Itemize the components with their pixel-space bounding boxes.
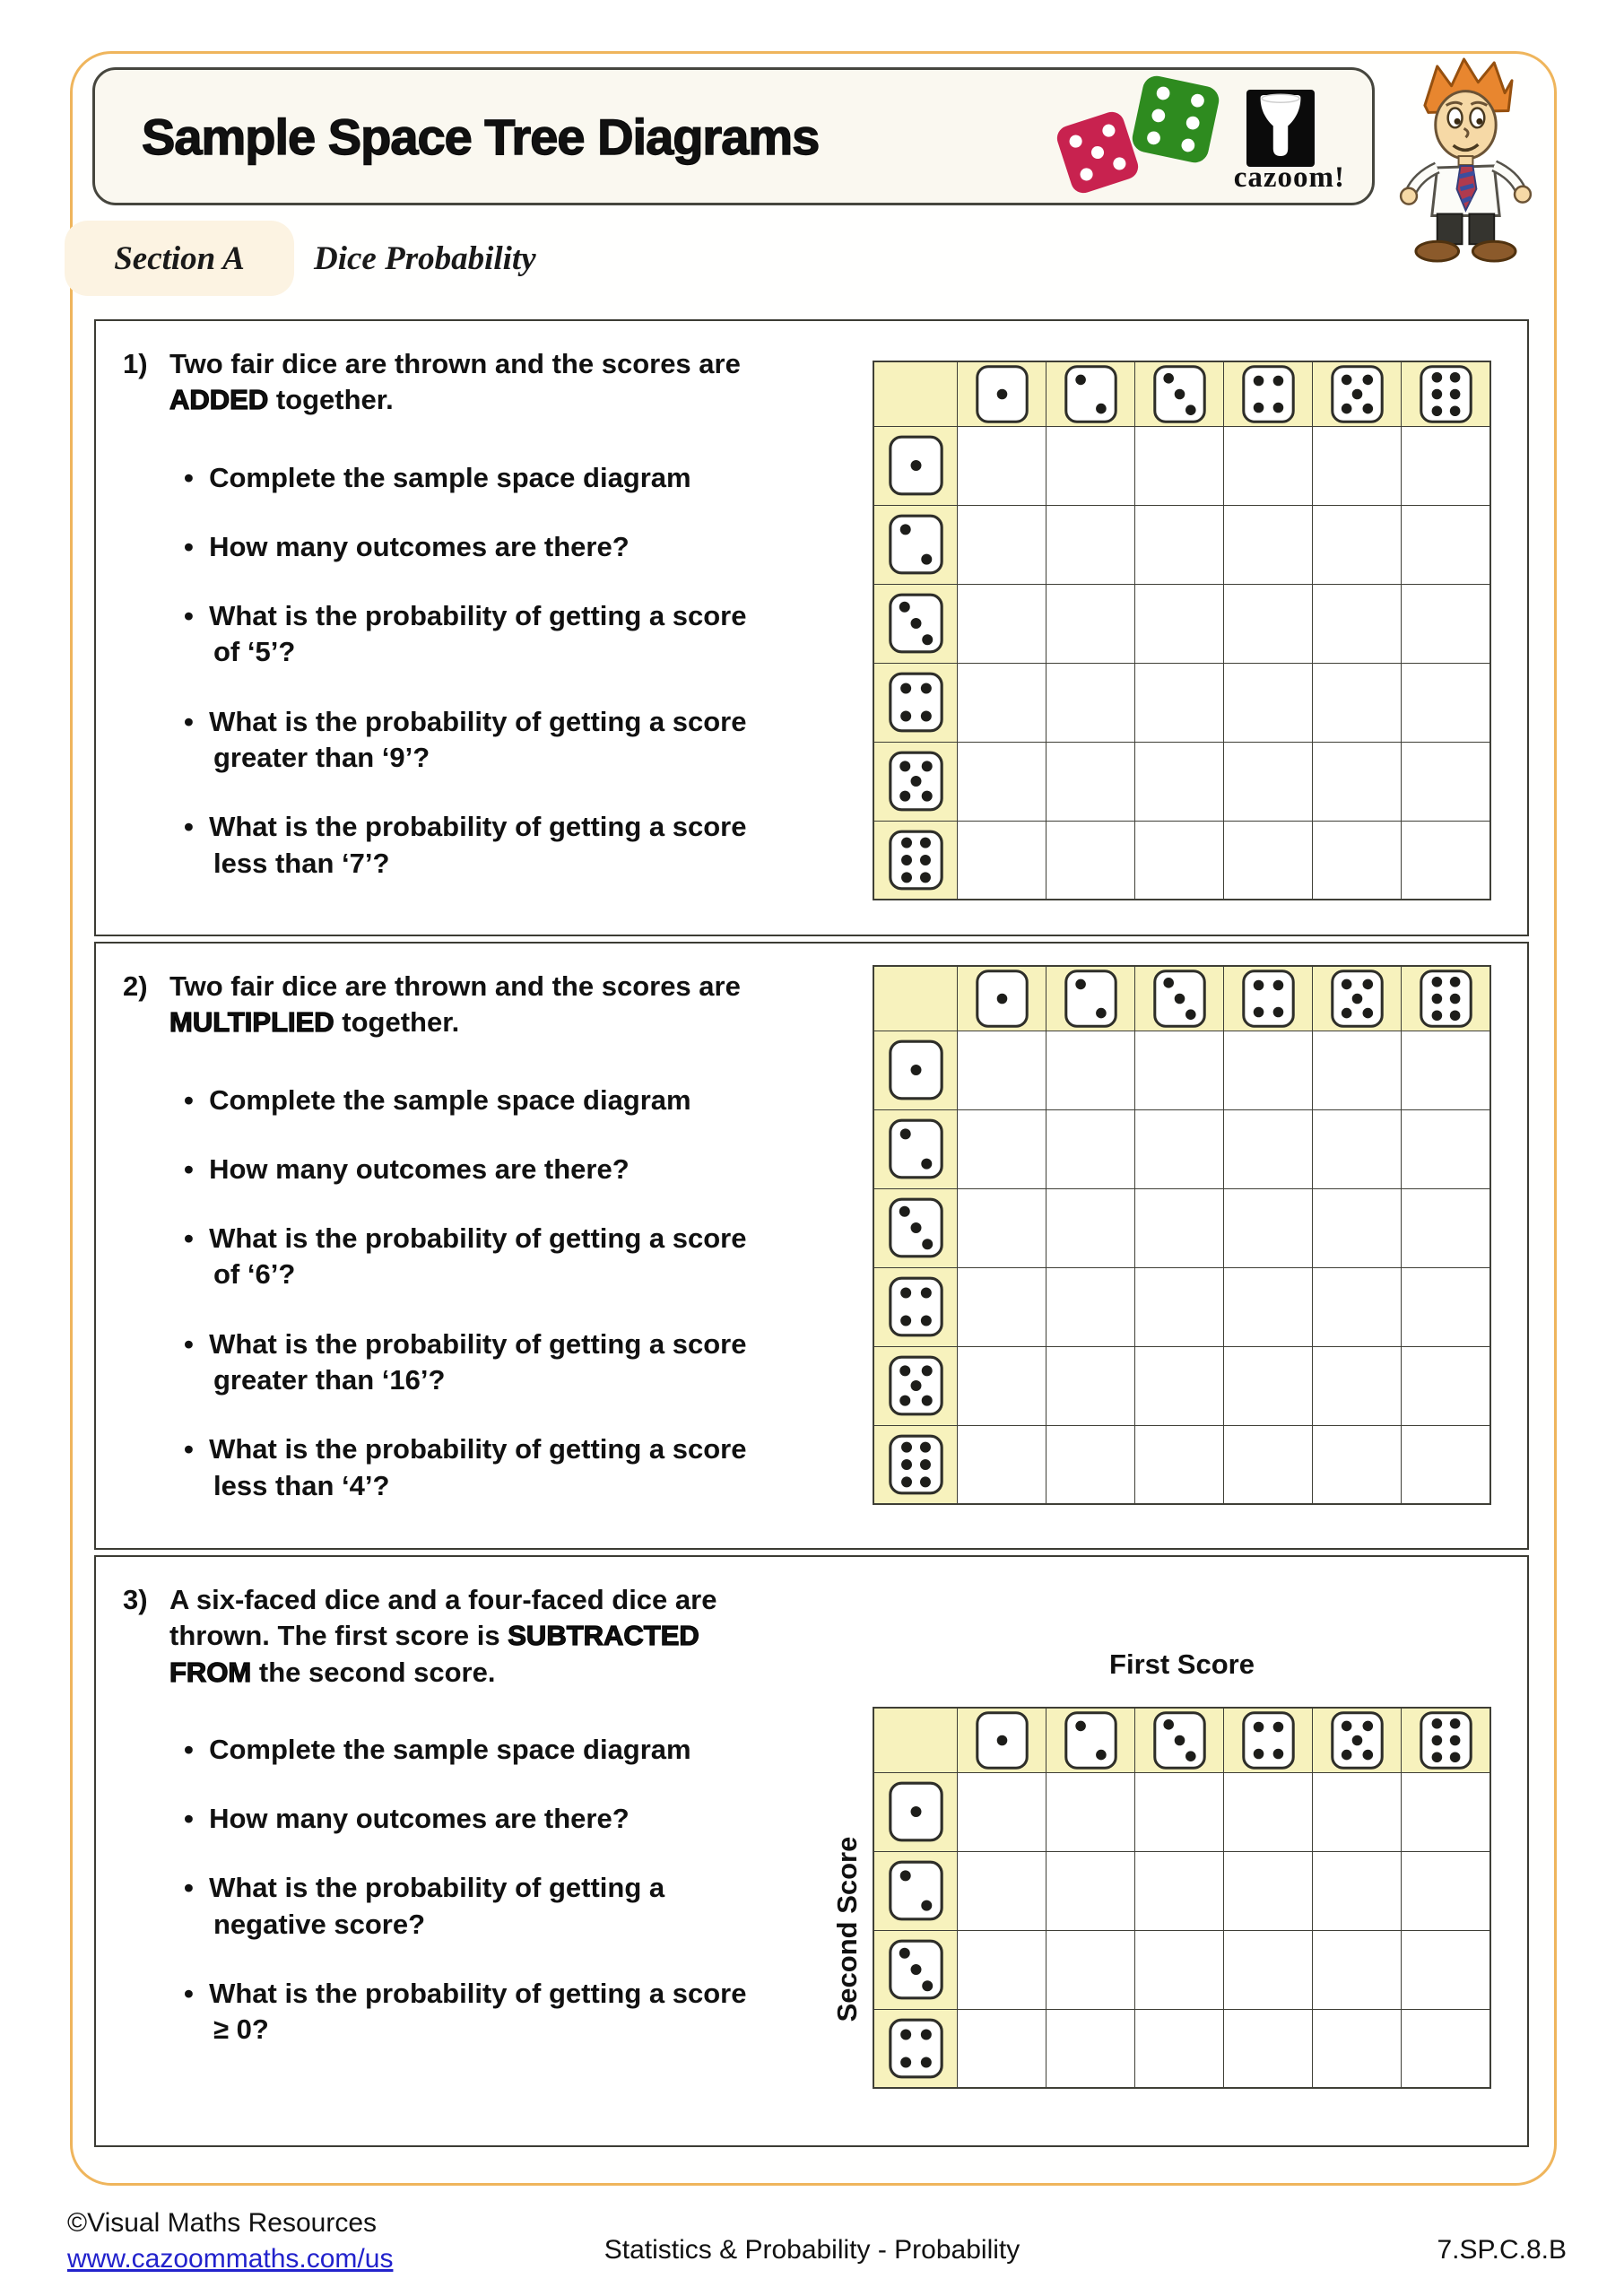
answer-cell: [958, 1188, 1046, 1267]
section-badge-label: Section A: [114, 239, 245, 277]
bullet-item: • What is the probability of getting a score greater than ‘9’?: [184, 704, 747, 777]
answer-cell: [1313, 663, 1402, 742]
answer-cell: [1224, 1031, 1313, 1109]
die-icon-6: [888, 1431, 944, 1498]
answer-cell: [1313, 742, 1402, 821]
answer-cell: [1046, 1031, 1135, 1109]
answer-cell: [1224, 584, 1313, 663]
answer-cell: [1135, 1188, 1224, 1267]
column-header-die-3: [1135, 361, 1224, 426]
column-header-die-4: [1224, 361, 1313, 426]
answer-cell: [1046, 426, 1135, 505]
bullet-item: • Complete the sample space diagram: [184, 460, 747, 496]
die-icon-5: [1330, 969, 1385, 1029]
answer-cell: [1313, 2009, 1402, 2088]
answer-cell: [1313, 821, 1402, 900]
answer-cell: [1402, 742, 1491, 821]
footer-copyright: ©Visual Maths Resources: [67, 2208, 378, 2238]
die-icon-4: [888, 669, 944, 735]
die-icon-2: [1064, 969, 1118, 1029]
answer-cell: [1224, 742, 1313, 821]
answer-cell: [1313, 1425, 1402, 1504]
answer-cell: [1402, 1031, 1491, 1109]
row-header-die-4: [873, 1267, 958, 1346]
answer-cell: [958, 1031, 1046, 1109]
grid-corner-cell: [873, 966, 958, 1031]
question-intro: Two fair dice are thrown and the scores are ADDED together.: [169, 348, 741, 416]
row-header-die-6: [873, 821, 958, 900]
answer-cell: [1135, 1031, 1224, 1109]
column-header-die-2: [1046, 966, 1135, 1031]
answer-cell: [1313, 1109, 1402, 1188]
row-header-die-2: [873, 505, 958, 584]
die-icon-3: [888, 590, 944, 657]
answer-cell: [1313, 426, 1402, 505]
answer-cell: [1402, 584, 1491, 663]
die-icon-1: [975, 364, 1029, 424]
bullet-item: • What is the probability of getting a score less than ‘4’?: [184, 1431, 747, 1504]
die-icon-2: [1064, 364, 1118, 424]
question-number: 1): [123, 348, 148, 379]
die-icon-6: [1419, 969, 1473, 1029]
die-icon-1: [975, 969, 1029, 1029]
answer-cell: [1313, 1930, 1402, 2009]
answer-cell: [1313, 1267, 1402, 1346]
row-header-die-3: [873, 584, 958, 663]
die-icon-2: [1064, 1710, 1118, 1770]
die-icon-3: [1152, 1710, 1207, 1770]
die-icon-5: [888, 748, 944, 814]
answer-cell: [1402, 1930, 1491, 2009]
answer-cell: [1224, 821, 1313, 900]
question-number: 2): [123, 970, 148, 1002]
answer-cell: [1402, 1109, 1491, 1188]
answer-cell: [958, 742, 1046, 821]
answer-cell: [1224, 1772, 1313, 1851]
answer-cell: [958, 663, 1046, 742]
column-header-die-3: [1135, 966, 1224, 1031]
die-icon-5: [888, 1352, 944, 1419]
column-header-die-3: [1135, 1708, 1224, 1772]
answer-cell: [1135, 1109, 1224, 1188]
answer-cell: [1135, 2009, 1224, 2088]
bullet-item: • Complete the sample space diagram: [184, 1732, 747, 1768]
answer-cell: [1135, 1346, 1224, 1425]
die-icon-4: [1241, 364, 1296, 424]
answer-cell: [1046, 1425, 1135, 1504]
answer-cell: [1224, 1346, 1313, 1425]
answer-cell: [1224, 1930, 1313, 2009]
row-header-die-3: [873, 1188, 958, 1267]
answer-cell: [1046, 1346, 1135, 1425]
answer-cell: [1135, 426, 1224, 505]
answer-cell: [1402, 1772, 1491, 1851]
sample-space-grid-3: [873, 1707, 1491, 2089]
question-number: 3): [123, 1584, 148, 1615]
row-header-die-1: [873, 1772, 958, 1851]
answer-cell: [958, 2009, 1046, 2088]
row-header-die-5: [873, 1346, 958, 1425]
die-icon-2: [888, 1116, 944, 1182]
question-block-3: [94, 1555, 1529, 2147]
die-icon-3: [1152, 969, 1207, 1029]
row-header-die-2: [873, 1109, 958, 1188]
die-icon-4: [1241, 1710, 1296, 1770]
column-header-die-1: [958, 1708, 1046, 1772]
bullet-list: [184, 1083, 747, 1504]
answer-cell: [958, 1425, 1046, 1504]
row-header-die-1: [873, 426, 958, 505]
column-header-die-5: [1313, 1708, 1402, 1772]
answer-cell: [1224, 426, 1313, 505]
answer-cell: [1046, 1851, 1135, 1930]
answer-cell: [958, 1267, 1046, 1346]
answer-cell: [1135, 742, 1224, 821]
answer-cell: [1224, 663, 1313, 742]
answer-cell: [1402, 426, 1491, 505]
answer-cell: [1046, 1188, 1135, 1267]
answer-cell: [1313, 584, 1402, 663]
character-illustration: [1385, 54, 1542, 267]
first-score-label: First Score: [1109, 1648, 1255, 1680]
footer-link[interactable]: www.cazoommaths.com/us: [67, 2244, 394, 2274]
question-block-2: [94, 942, 1529, 1550]
column-header-die-4: [1224, 966, 1313, 1031]
answer-cell: [1313, 505, 1402, 584]
die-icon-2: [888, 1857, 944, 1924]
cazoom-logo-text: cazoom!: [1233, 161, 1345, 194]
page-title: Sample Space Tree Diagrams: [142, 108, 820, 165]
sample-space-grid-1: [873, 361, 1491, 900]
die-icon-1: [888, 432, 944, 499]
bullet-item: • What is the probability of getting a score ≥ 0?: [184, 1976, 747, 2048]
row-header-die-4: [873, 2009, 958, 2088]
die-icon-6: [888, 827, 944, 893]
column-header-die-2: [1046, 1708, 1135, 1772]
die-icon-3: [888, 1936, 944, 2003]
answer-cell: [958, 1851, 1046, 1930]
answer-cell: [1135, 1930, 1224, 2009]
footer-center-text: Statistics & Probability - Probability: [604, 2235, 1020, 2265]
answer-cell: [1402, 1346, 1491, 1425]
bullet-item: • How many outcomes are there?: [184, 529, 747, 565]
die-icon-1: [975, 1710, 1029, 1770]
footer-standard-code: 7.SP.C.8.B: [1437, 2235, 1567, 2265]
answer-cell: [1313, 1188, 1402, 1267]
answer-cell: [1135, 1267, 1224, 1346]
answer-cell: [1224, 1851, 1313, 1930]
column-header-die-6: [1402, 966, 1491, 1031]
section-title: Dice Probability: [314, 239, 536, 277]
answer-cell: [958, 584, 1046, 663]
die-icon-4: [1241, 969, 1296, 1029]
sample-space-grid-2: [873, 965, 1491, 1505]
answer-cell: [1224, 2009, 1313, 2088]
answer-cell: [1046, 505, 1135, 584]
answer-cell: [1046, 1930, 1135, 2009]
answer-cell: [958, 1772, 1046, 1851]
question-intro: A six-faced dice and a four-faced dice are thrown. The first score is SUBTRACTED FROM the second score.: [169, 1584, 717, 1688]
question-block-1: [94, 319, 1529, 936]
answer-cell: [1224, 1425, 1313, 1504]
green-die-icon: [1124, 67, 1228, 171]
answer-cell: [1313, 1346, 1402, 1425]
answer-cell: [1402, 1851, 1491, 1930]
column-header-die-4: [1224, 1708, 1313, 1772]
answer-cell: [1313, 1772, 1402, 1851]
bullet-item: • What is the probability of getting a score of ‘6’?: [184, 1221, 747, 1293]
answer-cell: [958, 1930, 1046, 2009]
bullet-item: • Complete the sample space diagram: [184, 1083, 747, 1118]
grid-corner-cell: [873, 361, 958, 426]
row-header-die-4: [873, 663, 958, 742]
bullet-item: • How many outcomes are there?: [184, 1801, 747, 1837]
row-header-die-6: [873, 1425, 958, 1504]
row-header-die-5: [873, 742, 958, 821]
bullet-item: • What is the probability of getting a score greater than ‘16’?: [184, 1326, 747, 1399]
answer-cell: [1224, 505, 1313, 584]
section-badge: [65, 221, 294, 296]
answer-cell: [1402, 1267, 1491, 1346]
answer-cell: [1313, 1031, 1402, 1109]
column-header-die-6: [1402, 361, 1491, 426]
answer-cell: [958, 821, 1046, 900]
die-icon-5: [1330, 364, 1385, 424]
answer-cell: [1135, 1851, 1224, 1930]
answer-cell: [1046, 1772, 1135, 1851]
answer-cell: [1135, 1772, 1224, 1851]
answer-cell: [1224, 1188, 1313, 1267]
grid-corner-cell: [873, 1708, 958, 1772]
answer-cell: [1046, 821, 1135, 900]
answer-cell: [1402, 821, 1491, 900]
answer-cell: [1046, 742, 1135, 821]
answer-cell: [1402, 1425, 1491, 1504]
die-icon-1: [888, 1037, 944, 1103]
die-icon-6: [1419, 1710, 1473, 1770]
question-intro: Two fair dice are thrown and the scores are MULTIPLIED together.: [169, 970, 741, 1039]
answer-cell: [1046, 663, 1135, 742]
answer-cell: [1313, 1851, 1402, 1930]
answer-cell: [1046, 2009, 1135, 2088]
answer-cell: [1135, 584, 1224, 663]
answer-cell: [1135, 505, 1224, 584]
row-header-die-3: [873, 1930, 958, 2009]
die-icon-2: [888, 511, 944, 578]
answer-cell: [1135, 821, 1224, 900]
bullet-list: [184, 460, 747, 882]
answer-cell: [1224, 1109, 1313, 1188]
answer-cell: [1402, 663, 1491, 742]
row-header-die-2: [873, 1851, 958, 1930]
column-header-die-2: [1046, 361, 1135, 426]
answer-cell: [958, 1346, 1046, 1425]
column-header-die-5: [1313, 361, 1402, 426]
row-header-die-1: [873, 1031, 958, 1109]
answer-cell: [958, 1109, 1046, 1188]
bullet-list: [184, 1732, 747, 2048]
die-icon-4: [888, 2015, 944, 2082]
answer-cell: [1135, 1425, 1224, 1504]
answer-cell: [958, 505, 1046, 584]
bullet-item: • What is the probability of getting a score of ‘5’?: [184, 598, 747, 671]
bullet-item: • How many outcomes are there?: [184, 1152, 747, 1187]
answer-cell: [1046, 584, 1135, 663]
answer-cell: [1224, 1267, 1313, 1346]
answer-cell: [1046, 1267, 1135, 1346]
answer-cell: [958, 426, 1046, 505]
answer-cell: [1046, 1109, 1135, 1188]
column-header-die-6: [1402, 1708, 1491, 1772]
die-icon-3: [888, 1195, 944, 1261]
answer-cell: [1402, 2009, 1491, 2088]
bullet-item: • What is the probability of getting a score less than ‘7’?: [184, 809, 747, 882]
column-header-die-5: [1313, 966, 1402, 1031]
die-icon-5: [1330, 1710, 1385, 1770]
column-header-die-1: [958, 361, 1046, 426]
die-icon-4: [888, 1274, 944, 1340]
column-header-die-1: [958, 966, 1046, 1031]
die-icon-1: [888, 1779, 944, 1845]
answer-cell: [1402, 1188, 1491, 1267]
answer-cell: [1135, 663, 1224, 742]
second-score-label: Second Score: [831, 1836, 863, 2022]
cazoom-logo-icon: [1246, 90, 1315, 167]
die-icon-3: [1152, 364, 1207, 424]
die-icon-6: [1419, 364, 1473, 424]
bullet-item: • What is the probability of getting a negative score?: [184, 1870, 747, 1943]
answer-cell: [1402, 505, 1491, 584]
